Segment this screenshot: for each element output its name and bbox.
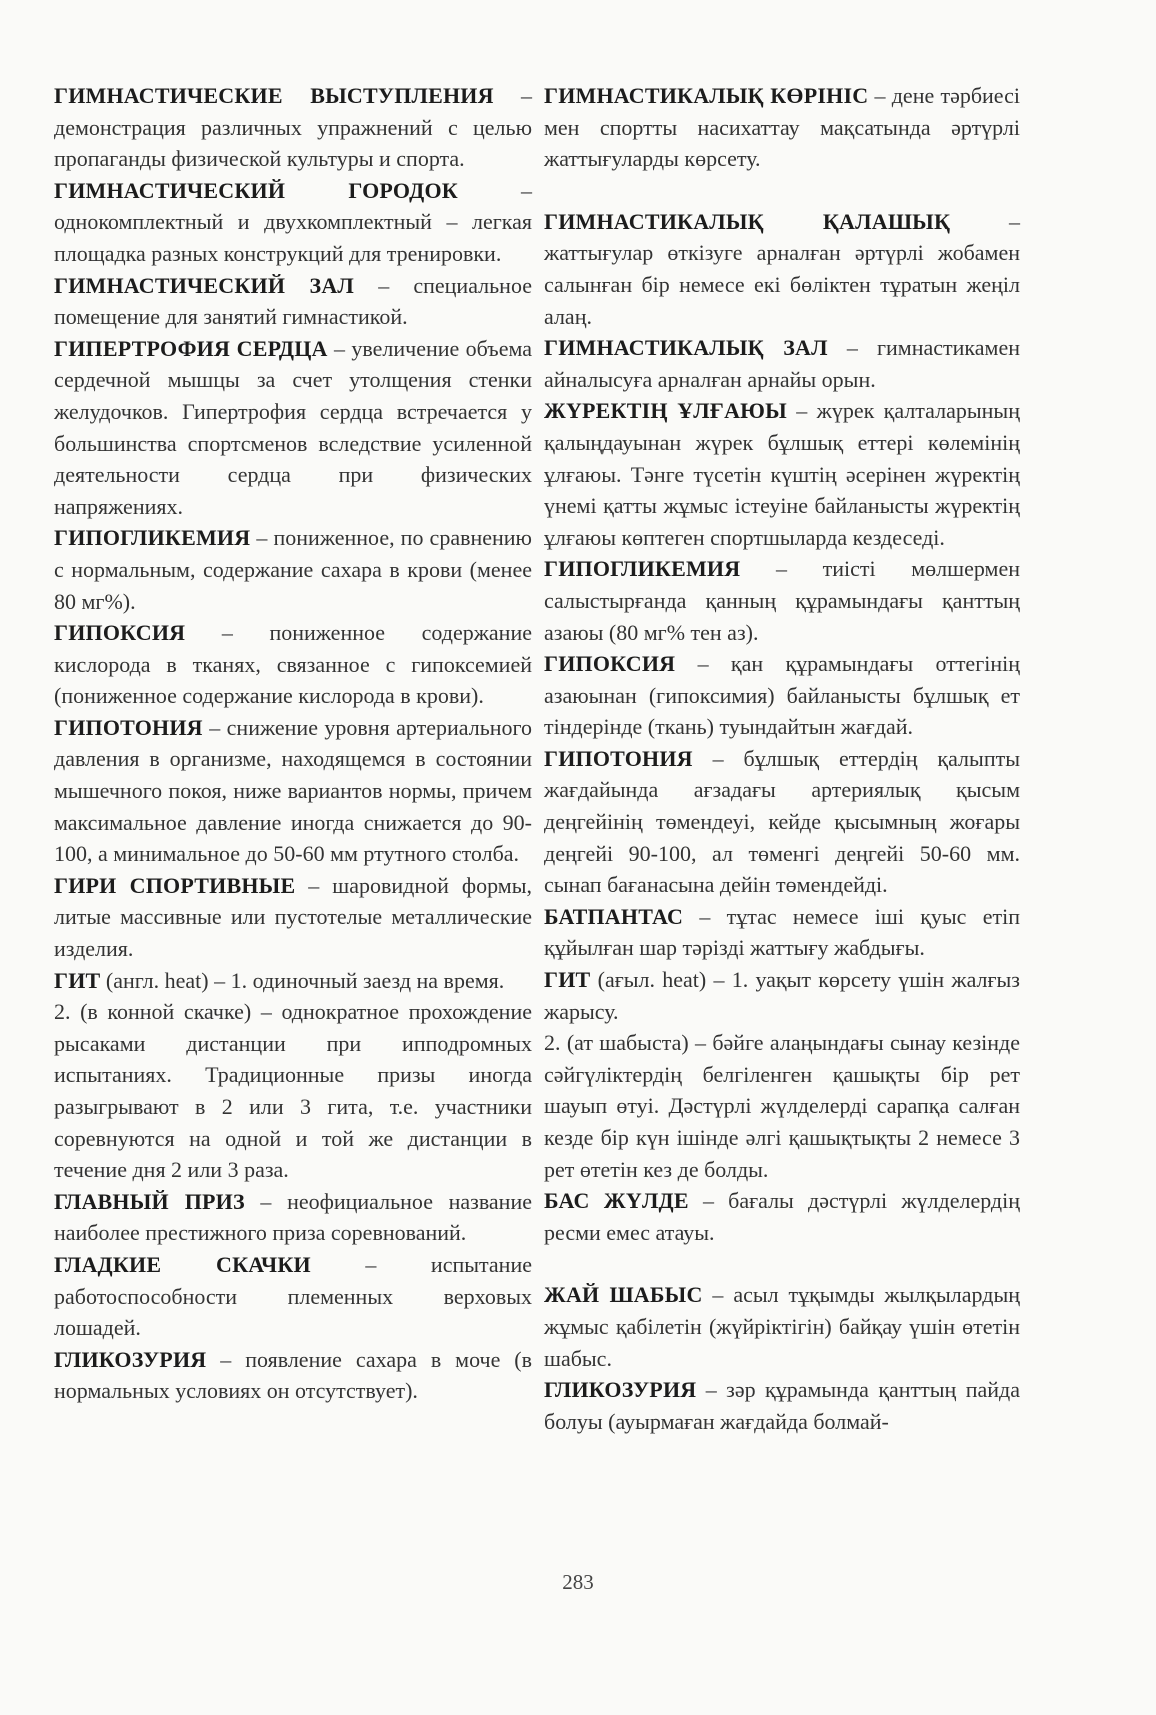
entry-definition: – зәр құрамында қанттың пайда болуы (ауырмаған жағдайда болмай-: [544, 1377, 1020, 1434]
entry-definition: – тиісті мөлшермен салыстырғанда қанның құрамындағы қанттың азаюы (80 мг% тен аз).: [544, 556, 1020, 645]
entry-definition: – демонстрация различных упражнений с целью пропаганды физической культуры и спорта.: [54, 83, 532, 172]
entry-definition: – асыл тұқымды жылқылардың жұмыс қабілетін (жүйріктігін) байқау үшін өтетін шабыс.: [544, 1282, 1020, 1371]
entry-kz-7: [544, 743, 1020, 901]
entry-term: ГИМНАСТИЧЕСКИЙ ГОРОДОК: [54, 177, 458, 203]
entry-term: ГЛИКОЗУРИЯ: [544, 1377, 697, 1403]
entry-term: ГИМНАСТИЧЕСКИЙ ЗАЛ: [54, 272, 355, 298]
entry-term: ГИПОКСИЯ: [544, 651, 676, 677]
entry-term: ГИПОТОНИЯ: [54, 714, 203, 740]
entry-kz-4: [544, 395, 1020, 553]
entry-ru-2: [54, 175, 532, 270]
entry-ru-4: [54, 333, 532, 523]
entry-term: ЖҮРЕКТІҢ ҰЛҒАЮЫ: [544, 398, 787, 424]
entry-definition: – неофициальное название наиболее престижного приза соревнований.: [54, 1188, 532, 1246]
entry-definition: – испытание работоспособности племенных верховых лошадей.: [54, 1251, 532, 1341]
entry-term: ГИТ: [54, 967, 101, 993]
entry-ru-1: [54, 80, 532, 175]
russian-column: [54, 80, 532, 1407]
entry-definition: 2. (ат шабыста) – бәйге алаңындағы сынау кезінде сәйгүліктердің белгіленген қашықты бір рет шауып өтуі. Дәстүрлі жүлделерді сарапқа салған кезде бір күн ішінде әлгі қашықтықты 2 немесе 3 рет өтетін кез де болды.: [544, 1030, 1020, 1182]
entry-term: БАС ЖҮЛДЕ: [544, 1188, 689, 1214]
entry-definition: – дене тәрбиесі мен спортты насихаттау мақсатында әртүрлі жаттығуларды көрсету.: [544, 83, 1020, 172]
entry-kz-2: [544, 206, 1020, 332]
page-number: 283: [562, 1570, 594, 1594]
entry-term: ГИПОГЛИКЕМИЯ: [54, 525, 251, 551]
entry-definition: – специальное помещение для занятий гимнастикой.: [54, 272, 532, 330]
entry-definition: – бұлшық еттердің қалыпты жағдайында ағзадағы артериялық қысым деңгейінің төмендеуі, кейде қысымның жоғары деңгейі 90-100, ал төменгі деңгейі 50-60 мм. сынап бағанасына дейін төмендейді.: [544, 745, 1020, 898]
entry-definition: – снижение уровня артериального давления в организме, находящемся в состоянии мышечного покоя, ниже вариантов нормы, причем максимальное давление иногда снижается до 90-100, а минимальное до 50-60 мм ртутного столба.: [54, 714, 532, 867]
entry-definition: – бағалы дәстүрлі жүлделердің ресми емес атауы.: [544, 1188, 1020, 1245]
entry-term: ГИМНАСТИКАЛЫҚ КӨРІНІС: [544, 83, 869, 108]
entry-definition: – увеличение объема сердечной мышцы за счет утолщения стенки желудочков. Гипертрофия сердца встречается у большинства спортсменов вследствие усиленной деятельности сердца при физических напряжениях.: [54, 335, 532, 519]
entry-definition: – шаровидной формы, литые массивные или пустотелые металлические изделия.: [54, 872, 532, 962]
entry-ru-6: [54, 617, 532, 712]
entry-definition: – жүрек қалталарының қалыңдауынан жүрек бұлшық еттері көлемінің ұлғаюы. Тәнге түсетін күштің әсерінен жүректің үнемі қатты жұмыс істеуіне байланысты жүректің ұлғаюы көптеген спортшыларда кездеседі.: [544, 398, 1020, 550]
entry-ru-13: [54, 1344, 532, 1407]
entry-term: ГИМНАСТИЧЕСКИЕ ВЫСТУПЛЕНИЯ: [54, 83, 494, 108]
entry-definition: (ағыл. heat) – 1. уақыт көрсету үшін жалғыз жарысу.: [544, 967, 1020, 1024]
entry-term: ГИПОТОНИЯ: [544, 745, 693, 771]
entry-ru-11: [54, 1186, 532, 1249]
entry-kz-5: [544, 553, 1020, 648]
entry-term: ГИТ: [544, 967, 591, 993]
entry-kz-6: [544, 648, 1020, 743]
entry-definition: – тұтас немесе іші қуыс етіп құйылған шар тәрізді жаттығу жабдығы.: [544, 903, 1020, 961]
entry-term: ГИПОГЛИКЕМИЯ: [544, 556, 741, 582]
entry-ru-12: [54, 1249, 532, 1344]
entry-definition: – пониженное, по сравнению с нормальным, содержание сахара в крови (менее 80 мг%).: [54, 525, 532, 614]
entry-term: ГИМНАСТИКАЛЫҚ ҚАЛАШЫҚ: [544, 208, 951, 234]
entry-kz-11: [544, 1185, 1020, 1248]
entry-term: БАТПАНТАС: [544, 903, 684, 929]
entry-kz-13: [544, 1374, 1020, 1437]
entry-kz-1: [544, 80, 1020, 175]
entry-ru-5: [54, 522, 532, 617]
entry-definition: – гимнастикамен айналысуға арналған арнайы орын.: [544, 335, 1020, 392]
kazakh-column: [544, 80, 1020, 1437]
entry-kz-3: [544, 332, 1020, 395]
entry-definition: – қан құрамындағы оттегінің азаюынан (гипоксимия) байланысты бұлшық ет тіндерінде (ткань) туындайтын жағдай.: [544, 651, 1020, 740]
entry-kz-9: [544, 964, 1020, 1027]
entry-definition: – пониженное содержание кислорода в тканях, связанное с гипоксемией (пониженное содержание кислорода в крови).: [54, 620, 532, 709]
entry-term: ГИПОКСИЯ: [54, 620, 186, 646]
entry-definition: 2. (в конной скачке) – однократное прохождение рысаками дистанции при ипподромных испытаниях. Традиционные призы иногда разыгрывают в 2 или 3 гита, т.е. участники соревнуются на одной и той же дистанции в течение дня 2 или 3 раза.: [54, 999, 532, 1183]
entry-term: ГИРИ СПОРТИВНЫЕ: [54, 872, 296, 898]
entry-ru-9: [54, 965, 532, 997]
entry-ru-10: [54, 996, 532, 1186]
entry-definition: – однокомплектный и двухкомплектный – легкая площадка разных конструкций для тренировки.: [54, 177, 533, 266]
entry-definition: – жаттығулар өткізуге арналған әртүрлі жобамен салынған бір немесе екі бөліктен тұратын жеңіл алаң.: [544, 208, 1020, 329]
entry-definition: (англ. heat) – 1. одиночный заезд на время.: [100, 967, 505, 993]
entry-kz-8: [544, 901, 1020, 964]
entry-term: ГЛАВНЫЙ ПРИЗ: [54, 1188, 245, 1214]
entry-term: ЖАЙ ШАБЫС: [544, 1282, 703, 1308]
entry-term: ГИПЕРТРОФИЯ СЕРДЦА: [54, 335, 328, 361]
entry-term: ГИМНАСТИКАЛЫҚ ЗАЛ: [544, 335, 828, 361]
entry-ru-8: [54, 870, 532, 965]
entry-kz-12: [544, 1279, 1020, 1374]
entry-term: ГЛАДКИЕ СКАЧКИ: [54, 1251, 311, 1277]
entry-definition: – появление сахара в моче (в нормальных условиях он отсутствует).: [54, 1346, 532, 1404]
entry-ru-7: [54, 712, 532, 870]
entry-ru-3: [54, 270, 532, 333]
entry-term: ГЛИКОЗУРИЯ: [54, 1346, 207, 1372]
entry-kz-10: [544, 1027, 1020, 1185]
